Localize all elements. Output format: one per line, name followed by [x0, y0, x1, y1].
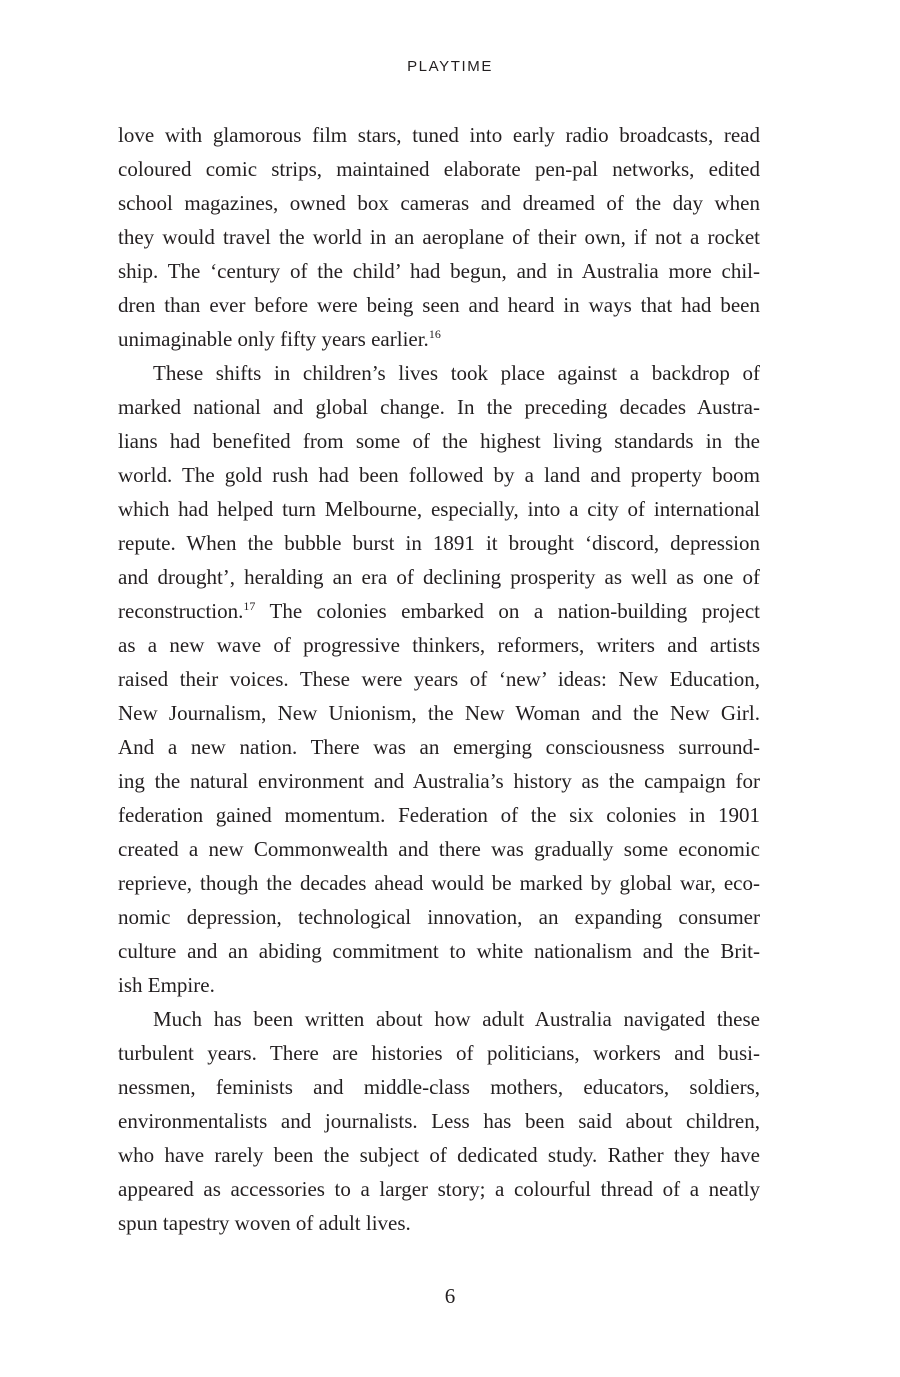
- paragraph-3: [118, 1002, 760, 1240]
- text-line: dren than ever before were being seen and heard in ways that had been: [118, 293, 760, 317]
- text-fragment: The colonies embarked on a nation-building project: [255, 599, 760, 623]
- text-line: These shifts in children’s lives took place against a backdrop of: [153, 361, 760, 385]
- text-line: marked national and global change. In the preceding decades Austra-: [118, 395, 760, 419]
- text-line: love with glamorous film stars, tuned into early radio broadcasts, read: [118, 123, 760, 147]
- text-line: coloured comic strips, maintained elaborate pen-pal networks, edited: [118, 157, 760, 181]
- footnote-ref: 17: [243, 599, 256, 613]
- footnote-ref: 16: [428, 327, 441, 341]
- paragraph-2: [118, 356, 760, 1002]
- text-line: nessmen, feminists and middle-class mothers, educators, soldiers,: [118, 1075, 760, 1099]
- text-line: appeared as accessories to a larger story; a colourful thread of a neatly: [118, 1177, 760, 1201]
- text-line: ship. The ‘century of the child’ had begun, and in Australia more chil-: [118, 259, 760, 283]
- text-line: environmentalists and journalists. Less has been said about children,: [118, 1109, 760, 1133]
- text-line: ing the natural environment and Australia’s history as the campaign for: [118, 769, 760, 793]
- text-line: [118, 594, 760, 628]
- text-line: ish Empire.: [118, 973, 215, 997]
- text-line: who have rarely been the subject of dedicated study. Rather they have: [118, 1143, 760, 1167]
- text-line: raised their voices. These were years of ‘new’ ideas: New Education,: [118, 667, 760, 691]
- text-line: federation gained momentum. Federation of the six colonies in 1901: [118, 803, 760, 827]
- text-line: reprieve, though the decades ahead would be marked by global war, eco-: [118, 871, 760, 895]
- text-line: school magazines, owned box cameras and dreamed of the day when: [118, 191, 760, 215]
- text-line: nomic depression, technological innovation, an expanding consumer: [118, 905, 760, 929]
- paragraph-1: [118, 118, 760, 356]
- text-line: world. The gold rush had been followed by a land and property boom: [118, 463, 760, 487]
- text-fragment: unimaginable only fifty years earlier.: [118, 327, 429, 351]
- body-text: [118, 118, 760, 1240]
- text-fragment: reconstruction.: [118, 599, 244, 623]
- text-line: which had helped turn Melbourne, especially, into a city of international: [118, 497, 760, 521]
- text-line: culture and an abiding commitment to white nationalism and the Brit-: [118, 939, 760, 963]
- text-line: they would travel the world in an aeroplane of their own, if not a rocket: [118, 225, 760, 249]
- text-line: [118, 322, 760, 356]
- text-line: as a new wave of progressive thinkers, reformers, writers and artists: [118, 633, 760, 657]
- text-line: spun tapestry woven of adult lives.: [118, 1211, 411, 1235]
- text-line: repute. When the bubble burst in 1891 it brought ‘discord, depression: [118, 531, 760, 555]
- running-head: PLAYTIME: [407, 58, 493, 75]
- page-number: 6: [444, 1284, 456, 1308]
- text-line: New Journalism, New Unionism, the New Woman and the New Girl.: [118, 701, 760, 725]
- text-line: created a new Commonwealth and there was gradually some economic: [118, 837, 760, 861]
- text-line: And a new nation. There was an emerging consciousness surround-: [118, 735, 760, 759]
- text-line: Much has been written about how adult Australia navigated these: [153, 1007, 760, 1031]
- text-line: lians had benefited from some of the highest living standards in the: [118, 429, 760, 453]
- text-line: turbulent years. There are histories of politicians, workers and busi-: [118, 1041, 760, 1065]
- text-line: and drought’, heralding an era of declining prosperity as well as one of: [118, 565, 760, 589]
